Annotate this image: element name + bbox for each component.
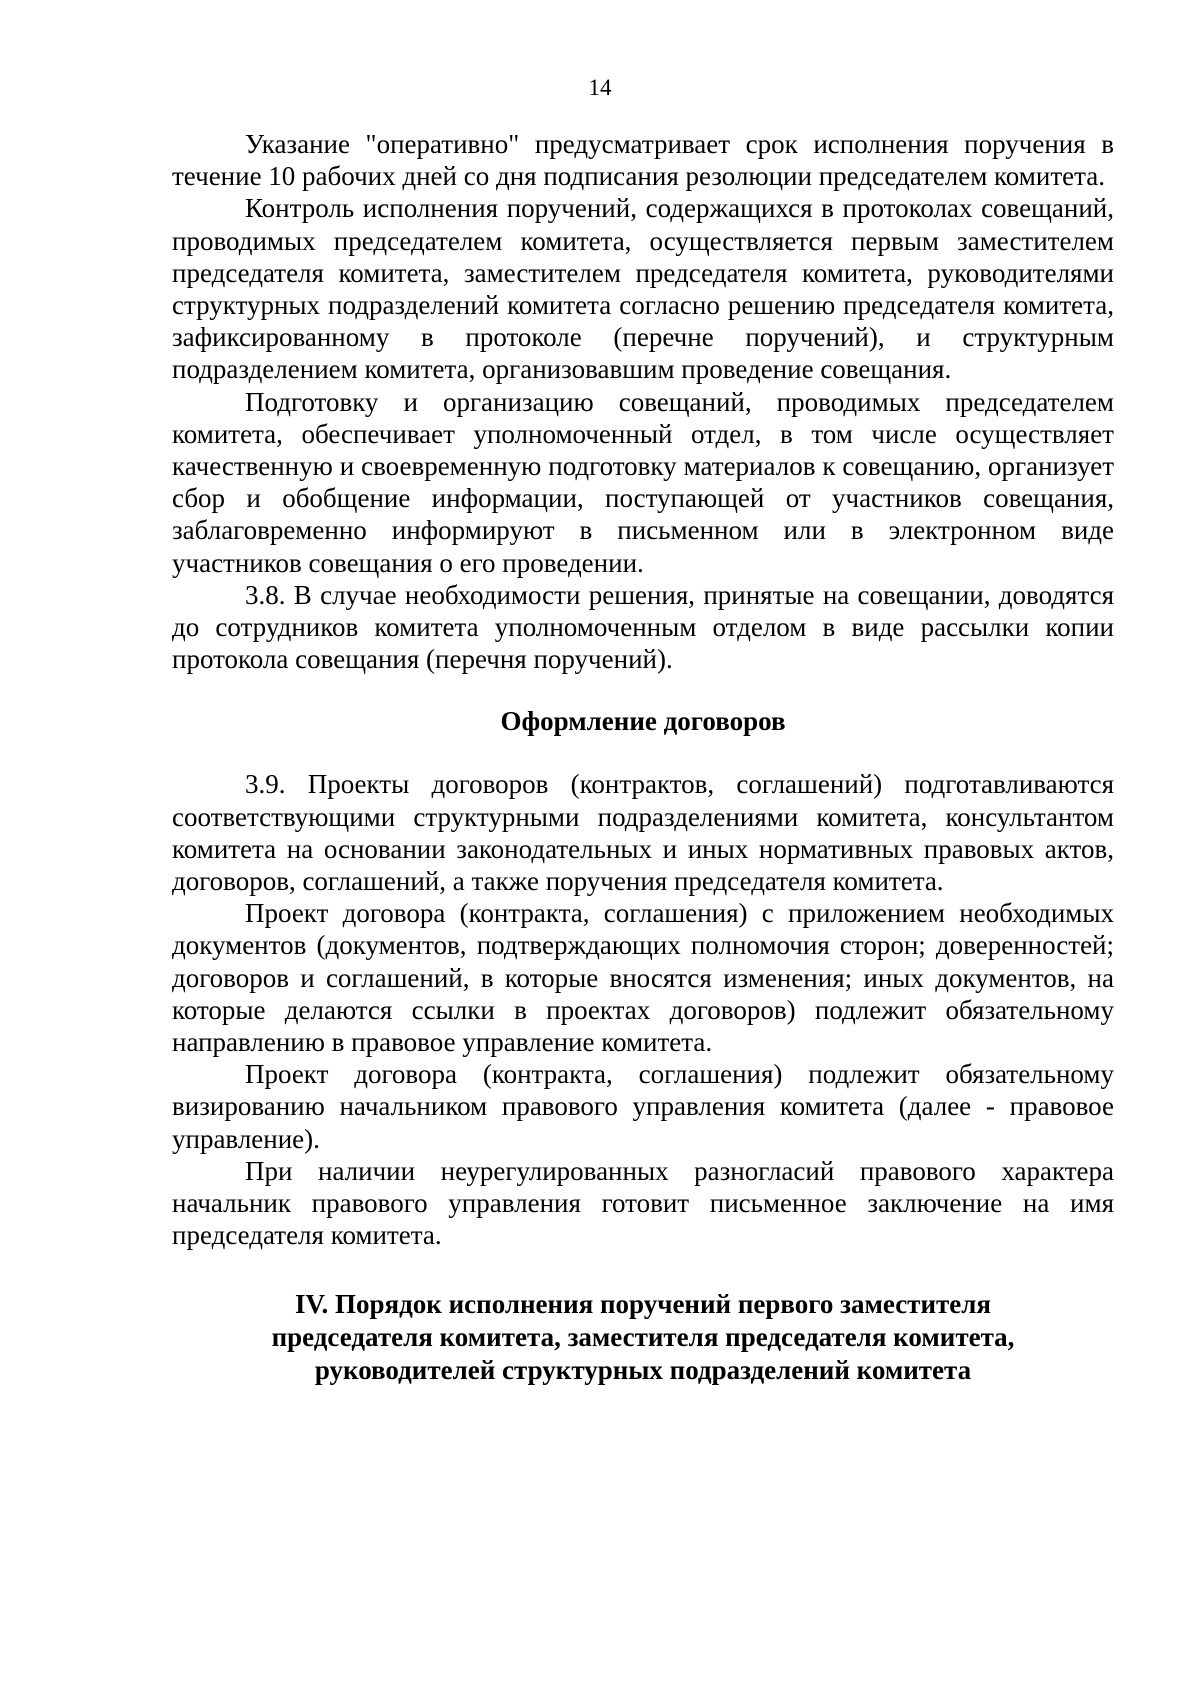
document-body: [172, 128, 1114, 1387]
paragraph-3-8: 3.8. В случае необходимости решения, принятые на совещании, доводятся до сотрудников комитета уполномоченным отделом в виде рассылки копии протокола совещания (перечня поручений).: [172, 579, 1114, 675]
page-number: 14: [588, 75, 612, 100]
section-heading-iv-line2: председателя комитета, заместителя председателя комитета,: [271, 1321, 1015, 1352]
paragraph-legal-disagreements: При наличии неурегулированных разногласий правового характера начальник правового управления готовит письменное заключение на имя председателя комитета.: [172, 1155, 1114, 1251]
section-heading-iv-line3: руководителей структурных подразделений комитета: [314, 1354, 972, 1385]
paragraph-operational-deadline: Указание "оперативно" предусматривает срок исполнения поручения в течение 10 рабочих дней со дня подписания резолюции председателем комитета.: [172, 129, 1114, 192]
paragraph-meeting-preparation: Подготовку и организацию совещаний, проводимых председателем комитета, обеспечивает уполномоченный отдел, в том числе осуществляет качественную и своевременную подготовку материалов к совещанию, организует сбор и обобщение информации, поступающей от участников совещания, заблаговременно информируют в письменном или в электронном виде участников совещания о его проведении.: [172, 386, 1114, 578]
paragraph-3-9: 3.9. Проекты договоров (контрактов, соглашений) подготавливаются соответствующими структурными подразделениями комитета, консультантом комитета на основании законодательных и иных нормативных правовых актов, договоров, соглашений, а также поручения председателя комитета.: [172, 769, 1114, 897]
paragraph-meeting-control: Контроль исполнения поручений, содержащихся в протоколах совещаний, проводимых председателем комитета, осуществляется первым заместителем председателя комитета, заместителем председателя комитета, руководителями структурных подразделений комитета согласно решению председателя комитета, зафиксированному в протоколе (перечне поручений), и структурным подразделением комитета, организовавшим проведение совещания.: [172, 193, 1114, 385]
section-heading-iv: [172, 1288, 1114, 1387]
section-heading-contracts: Оформление договоров: [500, 706, 786, 737]
paragraph-contract-documents: Проект договора (контракта, соглашения) с приложением необходимых документов (документов, подтверждающих полномочия сторон; доверенностей; договоров и соглашений, в которые вносятся изменения; иных документов, на которые делаются ссылки в проектах договоров) подлежит обязательному направлению в правовое управление комитета.: [172, 898, 1114, 1058]
paragraph-contract-approval: Проект договора (контракта, соглашения) подлежит обязательному визированию начальником правового управления комитета (далее - правовое управление).: [172, 1059, 1114, 1154]
section-heading-iv-line1: IV. Порядок исполнения поручений первого заместителя: [294, 1288, 991, 1319]
